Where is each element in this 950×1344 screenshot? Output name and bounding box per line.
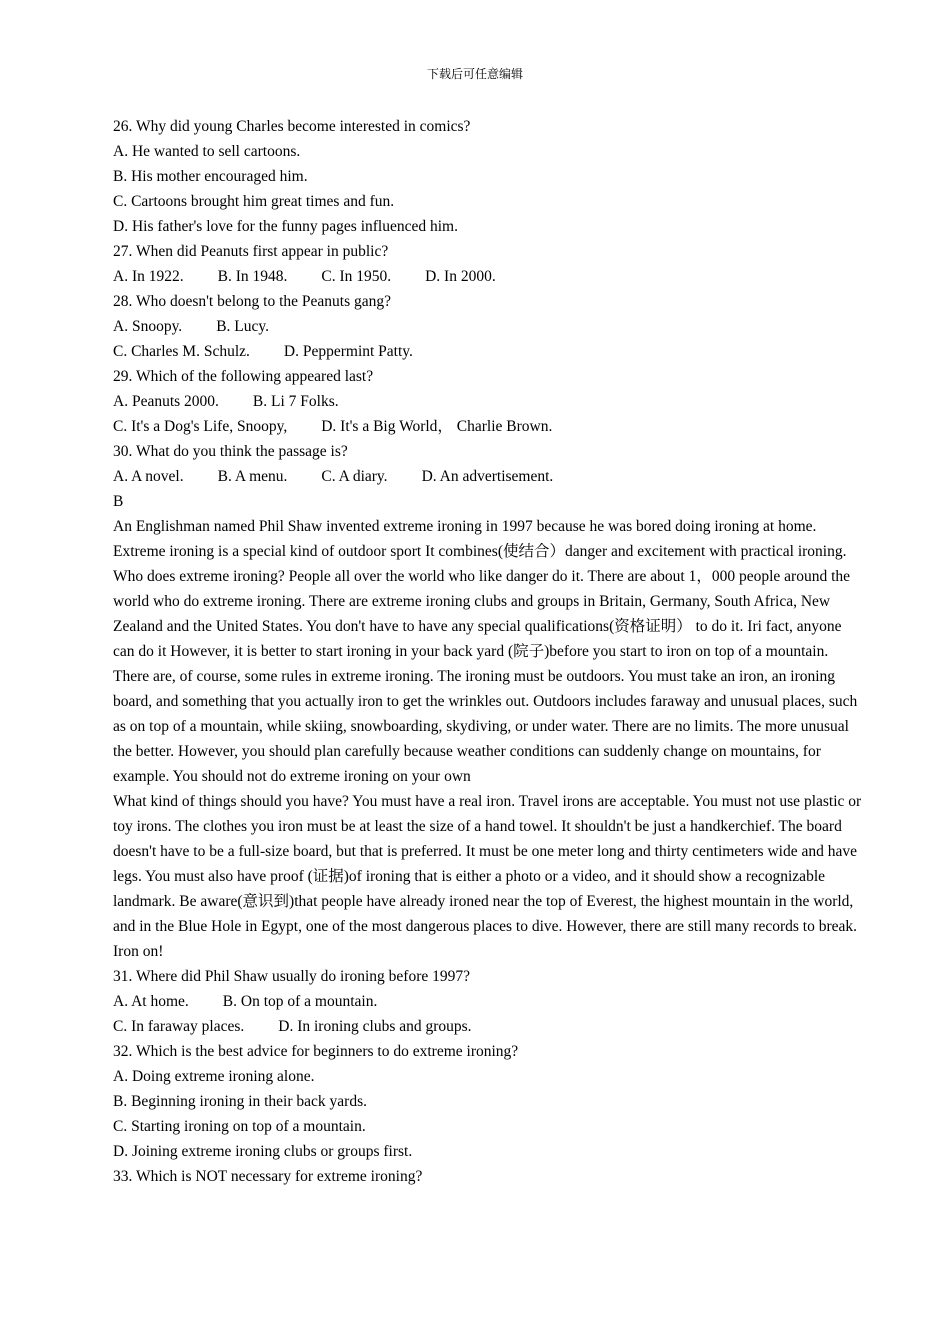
question-26-option-d: D. His father's love for the funny pages influenced him. xyxy=(113,218,458,235)
question-32-option-b: B. Beginning ironing in their back yards. xyxy=(113,1093,367,1110)
question-29-option-d: D. It's a Big World， Charlie Brown. xyxy=(321,418,553,435)
question-26-stem: 26. Why did young Charles become interested in comics? xyxy=(113,118,471,135)
question-27-option-a: A. In 1922. xyxy=(113,268,184,285)
question-28-stem: 28. Who doesn't belong to the Peanuts gang? xyxy=(113,293,392,310)
question-28-option-d: D. Peppermint Patty. xyxy=(283,343,413,360)
question-28-option-c: C. Charles M. Schulz. xyxy=(113,343,250,360)
question-27-options xyxy=(113,264,863,289)
passage-paragraph: There are, of course, some rules in extreme ironing. The ironing must be outdoors. You must take an iron, an ironing board, and something that you actually iron to get the wrinkles out. Outdoors includes faraway and unusual places, such as on top of a mountain, while skiing, snowboarding, skydiving, or under water. There are no limits. The more unusual the better. However, you should plan carefully because weather conditions can suddenly change on mountains, for example. You should not do extreme ironing on your own xyxy=(113,668,858,785)
passage-paragraph: An Englishman named Phil Shaw invented extreme ironing in 1997 because he was bored doing ironing at home. xyxy=(113,518,817,535)
question-33-stem: 33. Which is NOT necessary for extreme ironing? xyxy=(113,1168,423,1185)
question-31-option-d: D. In ironing clubs and groups. xyxy=(278,1018,472,1035)
question-29-stem: 29. Which of the following appeared last? xyxy=(113,368,374,385)
question-30-stem: 30. What do you think the passage is? xyxy=(113,443,348,460)
question-31-option-a: A. At home. xyxy=(113,993,189,1010)
passage-paragraph: What kind of things should you have? You must have a real iron. Travel irons are acceptable. You must not use plastic or toy irons. The clothes you iron must be at least the size of a hand towel. It shouldn't be just a handkerchief. The board doesn't have to be a full-size board, but that is preferred. It must be one meter long and thirty centimeters wide and have legs. You must also have proof (证据)of ironing that is either a photo or a video, and it should show a recognizable landmark. Be aware(意识到)that people have already ironed near the top of Everest, the highest mountain in the world, and in the Blue Hole in Egypt, one of the most dangerous places to dive. However, there are still many records to break. Iron on! xyxy=(113,793,862,960)
question-30-option-b: B. A menu. xyxy=(217,468,288,485)
section-b-heading: B xyxy=(113,493,124,510)
question-28-options-ab xyxy=(113,314,863,339)
question-29-option-a: A. Peanuts 2000. xyxy=(113,393,219,410)
question-31-option-b: B. On top of a mountain. xyxy=(222,993,378,1010)
passage-paragraph: Who does extreme ironing? People all over the world who like danger do it. There are about 1，000 people around the world who do extreme ironing. There are extreme ironing clubs and groups in Britain, Germany, South Africa, New Zealand and the United States. You don't have to have any special qualifications(资格证明） to do it. Iri fact, anyone can do it However, it is better to start ironing in your back yard (院子)before you start to iron on top of a mountain. xyxy=(113,568,851,660)
question-28-option-b: B. Lucy. xyxy=(216,318,269,335)
question-31-stem: 31. Where did Phil Shaw usually do ironing before 1997? xyxy=(113,968,471,985)
question-31-options-ab xyxy=(113,989,863,1014)
question-29-options-cd xyxy=(113,414,863,439)
question-27-stem: 27. When did Peanuts first appear in public? xyxy=(113,243,389,260)
question-26-option-c: C. Cartoons brought him great times and fun. xyxy=(113,193,395,210)
question-30-options xyxy=(113,464,863,489)
question-29-option-c: C. It's a Dog's Life, Snoopy, xyxy=(113,418,288,435)
question-27-option-d: D. In 2000. xyxy=(425,268,496,285)
question-29-options-ab xyxy=(113,389,863,414)
passage-paragraph: Extreme ironing is a special kind of outdoor sport It combines(使结合）danger and excitement with practical ironing. xyxy=(113,543,847,560)
question-32-option-d: D. Joining extreme ironing clubs or groups first. xyxy=(113,1143,413,1160)
question-27-option-c: C. In 1950. xyxy=(321,268,392,285)
question-28-options-cd xyxy=(113,339,863,364)
question-31-option-c: C. In faraway places. xyxy=(113,1018,245,1035)
question-30-option-a: A. A novel. xyxy=(113,468,184,485)
question-29-option-b: B. Li 7 Folks. xyxy=(252,393,339,410)
question-32-stem: 32. Which is the best advice for beginners to do extreme ironing? xyxy=(113,1043,519,1060)
question-32-option-a: A. Doing extreme ironing alone. xyxy=(113,1068,315,1085)
document-body xyxy=(113,114,863,1189)
page-header: 下载后可任意编辑 xyxy=(426,67,523,81)
question-26-option-b: B. His mother encouraged him. xyxy=(113,168,308,185)
question-28-option-a: A. Snoopy. xyxy=(113,318,183,335)
question-32-option-c: C. Starting ironing on top of a mountain. xyxy=(113,1118,366,1135)
question-30-option-c: C. A diary. xyxy=(321,468,388,485)
question-27-option-b: B. In 1948. xyxy=(217,268,288,285)
question-31-options-cd xyxy=(113,1014,863,1039)
question-30-option-d: D. An advertisement. xyxy=(421,468,554,485)
question-26-option-a: A. He wanted to sell cartoons. xyxy=(113,143,301,160)
